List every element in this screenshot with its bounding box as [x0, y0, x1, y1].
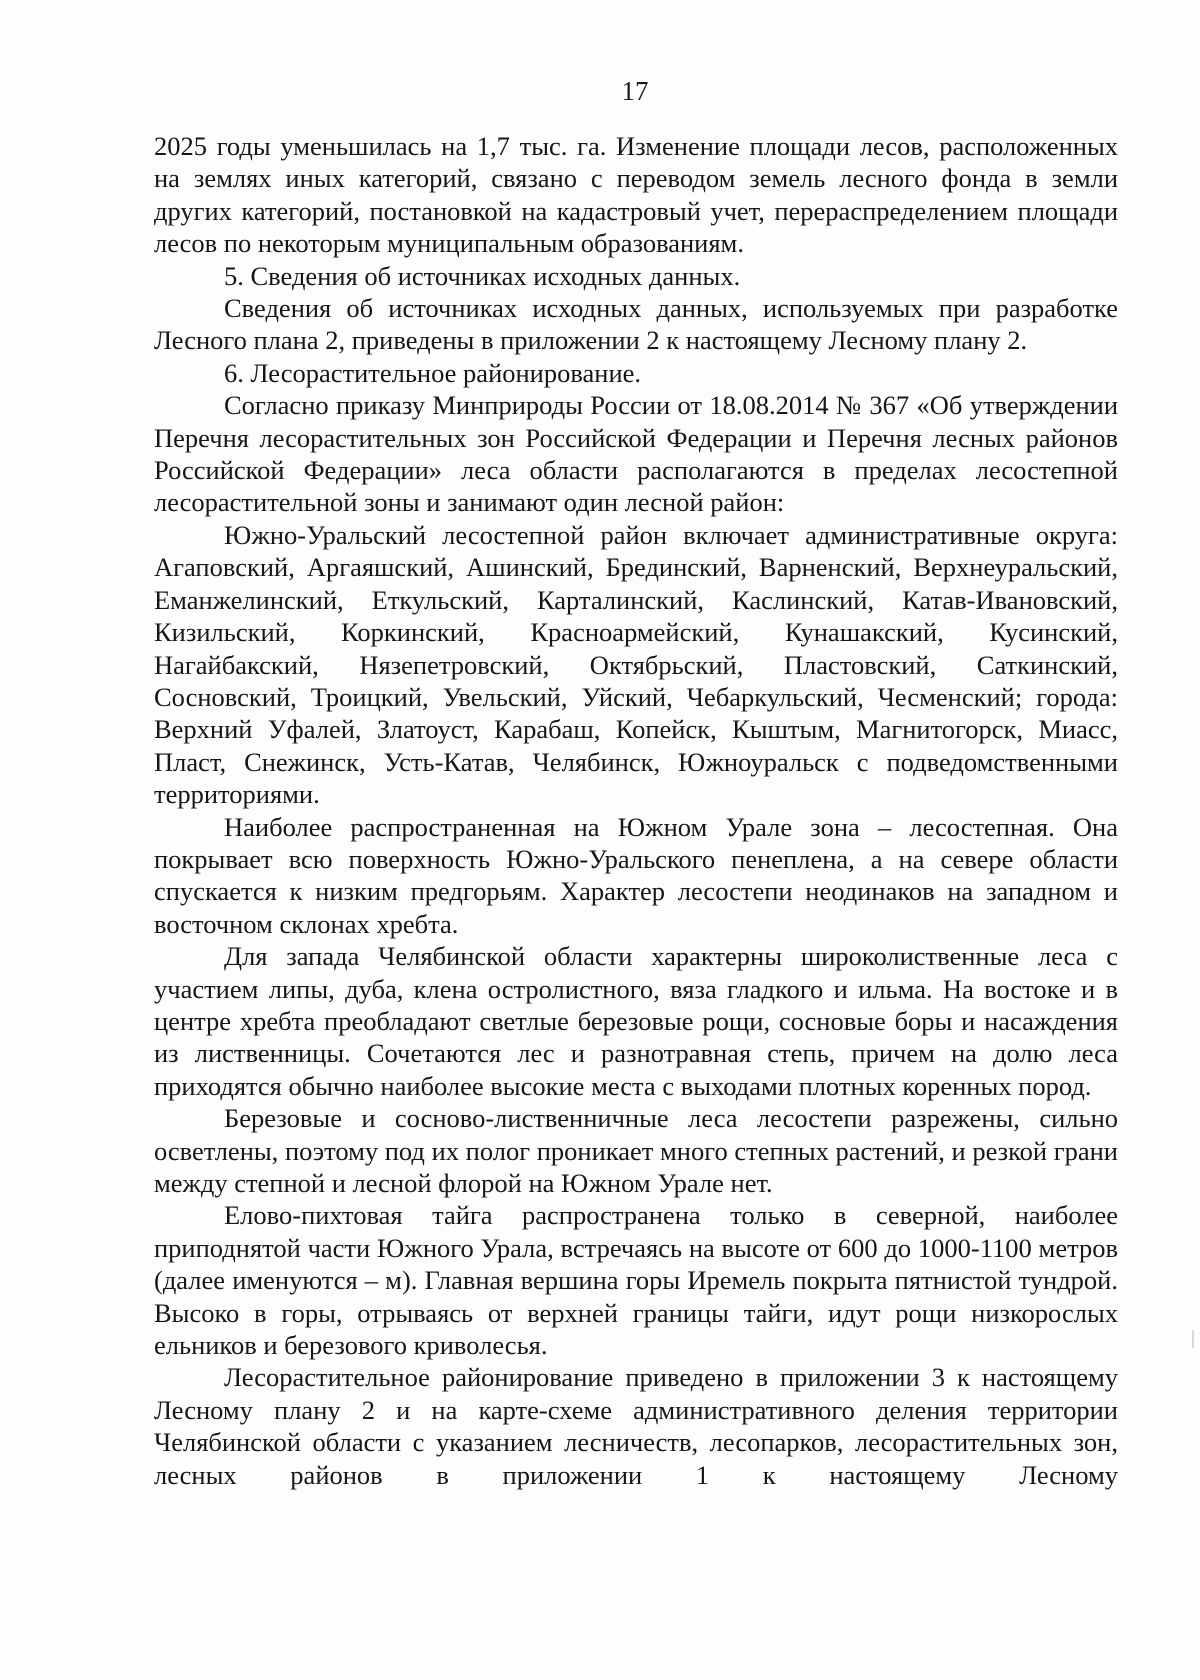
section-heading-6: 6. Лесорастительное районирование.	[224, 357, 642, 388]
paragraph-continuation: 2025 годы уменьшилась на 1,7 тыс. га. Изменение площади лесов, расположенных на землях иных категорий, связано с переводом земель лесного фонда в земли других категорий, постановкой на кадастровый учет, перераспределением площади лесов по некоторым муниципальным образованиям.	[154, 131, 1118, 259]
paragraph-forest-steppe-zone: Наиболее распространенная на Южном Урале зона – лесостепная. Она покрывает всю поверхность Южно-Уральского пенеплена, а на севере области спускается к низким предгорьям. Характер лесостепи неодинаков на западном и восточном склонах хребта.	[154, 811, 1118, 939]
paragraph-sources: Сведения об источниках исходных данных, используемых при разработке Лесного плана 2, приведены в приложении 2 к настоящему Лесному плану 2.	[154, 293, 1118, 356]
paragraph-zoning-appendix: Лесорастительное районирование приведено в приложении 3 к настоящему Лесному плану 2 и на карте-схеме административного деления территории Челябинской области с указанием лесничеств, лесопарков, лесорастительных зон, лесных районов в приложении 1 к настоящему Лесному	[154, 1362, 1118, 1490]
scan-artifact	[1192, 1330, 1194, 1348]
document-body	[154, 130, 1118, 1491]
paragraph-taiga: Елово-пихтовая тайга распространена только в северной, наиболее приподнятой части Южного Урала, встречаясь на высоте от 600 до 1000-1100 метров (далее именуются – м). Главная вершина горы Иремель покрыта пятнистой тундрой. Высоко в горы, отрываясь от верхней границы тайги, идут рощи низкорослых ельников и березового криволесья.	[154, 1200, 1118, 1361]
paragraph-order-reference: Согласно приказу Минприроды России от 18.08.2014 № 367 «Об утверждении Перечня лесорастительных зон Российской Федерации и Перечня лесных районов Российской Федерации» леса области располагаются в пределах лесостепной лесорастительной зоны и занимают один лесной район:	[154, 390, 1118, 518]
paragraph-birch-pine-forests: Березовые и сосново-лиственничные леса лесостепи разрежены, сильно осветлены, поэтому под их полог проникает много степных растений, и резкой грани между степной и лесной флорой на Южном Урале нет.	[154, 1103, 1118, 1198]
section-heading-5: 5. Сведения об источниках исходных данных.	[224, 260, 741, 291]
paragraph-western-forests: Для запада Челябинской области характерны широколиственные леса с участием липы, дуба, клена остролистного, вяза гладкого и ильма. На востоке и в центре хребта преобладают светлые березовые рощи, сосновые боры и насаждения из лиственницы. Сочетаются лес и разнотравная степь, причем на долю леса приходятся обычно наиболее высокие места с выходами плотных коренных пород.	[154, 941, 1118, 1101]
paragraph-forest-district: Южно-Уральский лесостепной район включает административные округа: Агаповский, Аргаяшский, Ашинский, Брединский, Варненский, Верхнеуральский, Еманжелинский, Еткульский, Карталинский, Каслинский, Катав-Ивановский, Кизильский, Коркинский, Красноармейский, Кунашакский, Кусинский, Нагайбакский, Нязепетровский, Октябрьский, Пластовский, Саткинский, Сосновский, Троицкий, Увельский, Уйский, Чебаркульский, Чесменский; города: Верхний Уфалей, Златоуст, Карабаш, Копейск, Кыштым, Магнитогорск, Миасс, Пласт, Снежинск, Усть-Катав, Челябинск, Южноуральск с подведомственными территориями.	[154, 519, 1118, 810]
page-number: 17	[621, 76, 649, 106]
